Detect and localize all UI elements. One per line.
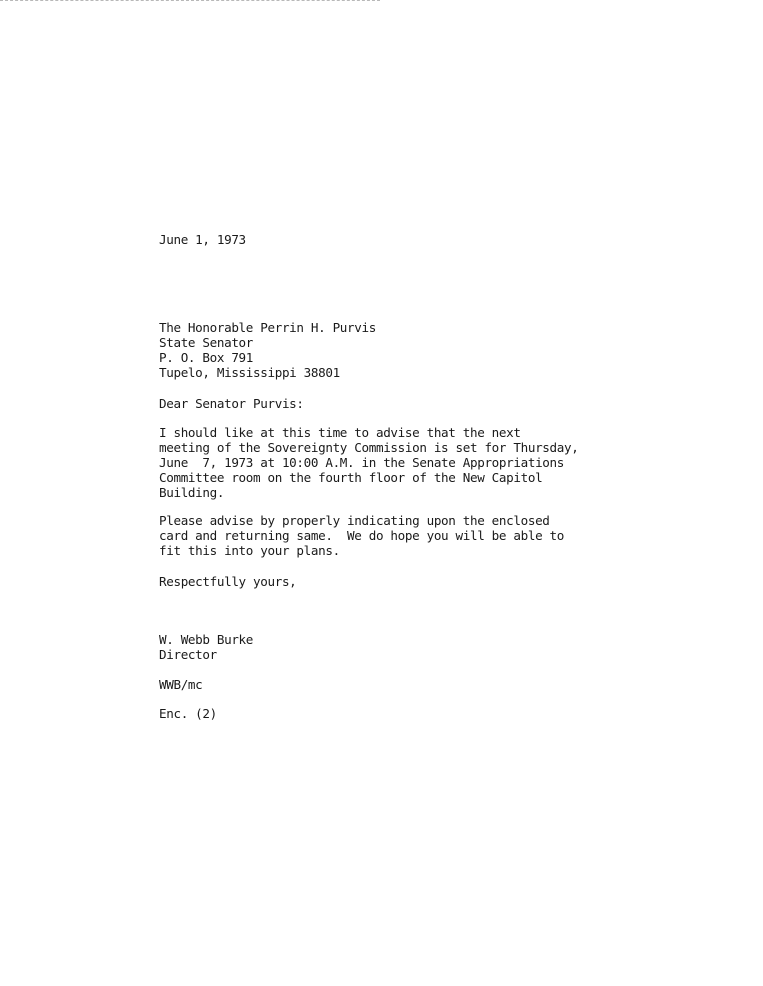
paragraph2-line: Please advise by properly indicating upon the enclosed xyxy=(159,513,550,528)
paragraph1-line: Building. xyxy=(159,485,225,500)
letter-date: June 1, 1973 xyxy=(159,232,246,247)
paragraph2-line: card and returning same. We do hope you will be able to xyxy=(159,528,564,543)
recipient-city: Tupelo, Mississippi 38801 xyxy=(159,365,340,380)
top-dashed-rule xyxy=(0,0,380,1)
paragraph1-line: I should like at this time to advise that the next xyxy=(159,425,521,440)
paragraph1-line: meeting of the Sovereignty Commission is set for Thursday, xyxy=(159,440,579,455)
recipient-name: The Honorable Perrin H. Purvis xyxy=(159,320,376,335)
paragraph1-line: June 7, 1973 at 10:00 A.M. in the Senate Appropriations xyxy=(159,455,564,470)
salutation: Dear Senator Purvis: xyxy=(159,396,304,411)
paragraph1-line: Committee room on the fourth floor of the New Capitol xyxy=(159,470,543,485)
closing: Respectfully yours, xyxy=(159,574,297,589)
paragraph2-line: fit this into your plans. xyxy=(159,543,340,558)
recipient-box: P. O. Box 791 xyxy=(159,350,254,365)
enclosure: Enc. (2) xyxy=(159,706,217,721)
initials: WWB/mc xyxy=(159,677,203,692)
signer-name: W. Webb Burke xyxy=(159,632,254,647)
recipient-title: State Senator xyxy=(159,335,254,350)
signer-title: Director xyxy=(159,647,217,662)
